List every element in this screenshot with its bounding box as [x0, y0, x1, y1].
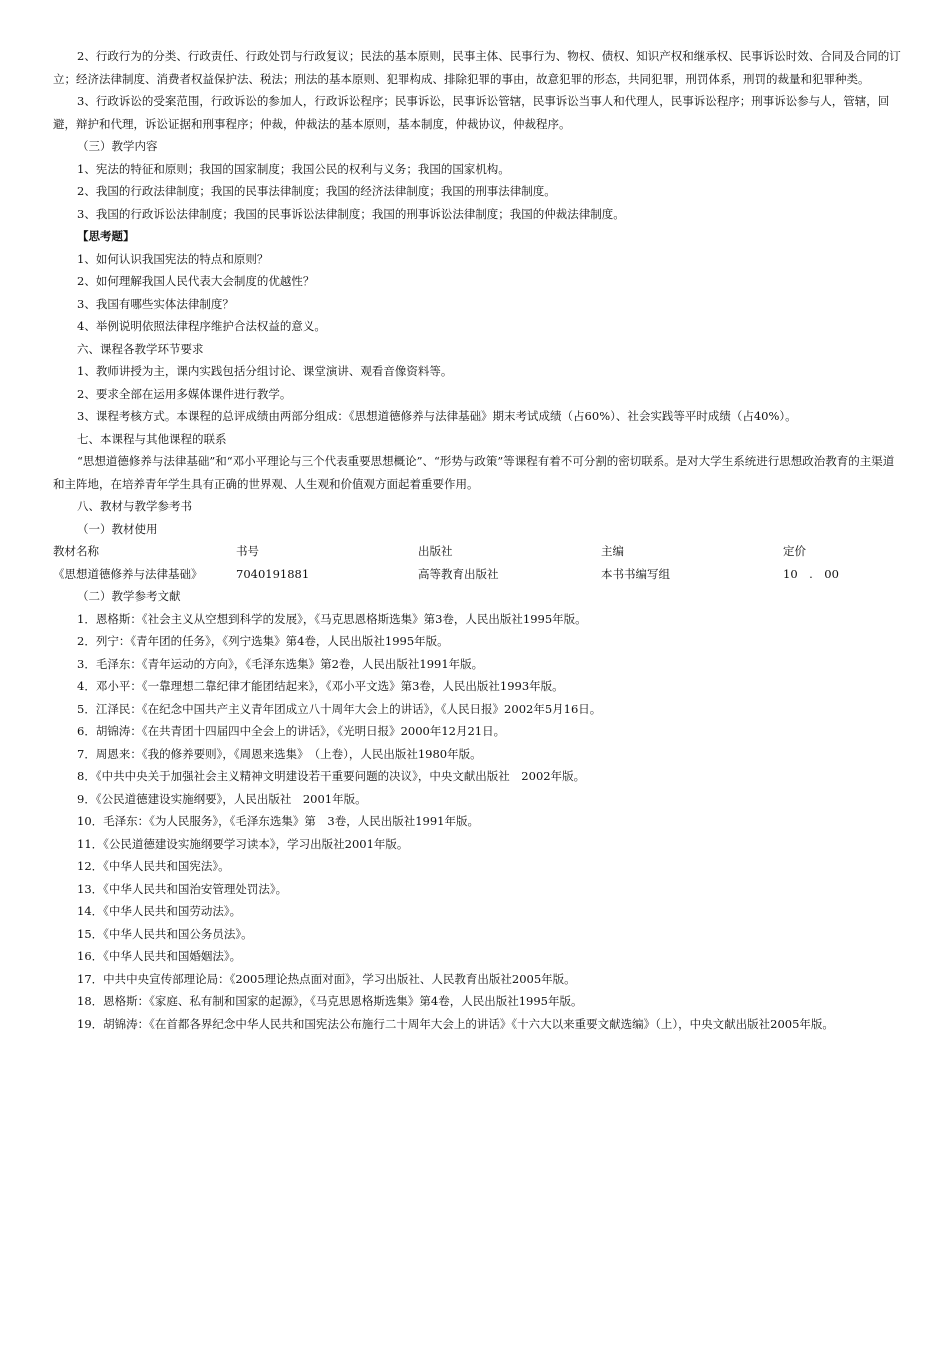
section6-item: 2、要求全部在运用多媒体课件进行教学。 — [77, 386, 292, 401]
table-header-cell: 主编 — [601, 544, 624, 558]
reference-item: 14．《中华人民共和国劳动法》。 — [77, 904, 242, 918]
reference-item: 2．列宁：《青年团的任务》，《列宁选集》第4卷，人民出版社1995年版。 — [77, 634, 449, 648]
reference-item: 8．《中共中央关于加强社会主义精神文明建设若干重要问题的决议》，中央文献出版社 2002年版。 — [77, 769, 586, 783]
section8-heading: 八、教材与教学参考书 — [77, 499, 192, 513]
section7-text: “思想道德修养与法律基础”和“邓小平理论与三个代表重要思想概论”、“形势与政策”等课程有着不可分割的密切联系。是对大学生系统进行思想政治教育的主渠道和主阵地，在培养青年学生具有正确的世界观、人生观和价值观方面起着重要作用。 — [53, 454, 895, 491]
reference-item: 18．恩格斯：《家庭、私有制和国家的起源》，《马克思恩格斯选集》第4卷，人民出版社1995年版。 — [77, 994, 583, 1008]
reference-item: 10．毛泽东：《为人民服务》，《毛泽东选集》第 3卷，人民出版社1991年版。 — [77, 814, 479, 828]
reference-item: 9．《公民道德建设实施纲要》，人民出版社 2001年版。 — [77, 791, 367, 806]
teaching-content-item: 2、我国的行政法律制度；我国的民事法律制度；我国的经济法律制度；我国的刑事法律制度。 — [77, 184, 556, 198]
table-header-cell: 定价 — [783, 544, 806, 558]
reference-item: 5．江泽民：《在纪念中国共产主义青年团成立八十周年大会上的讲话》，《人民日报》2002年5月16日。 — [77, 701, 602, 716]
reference-item: 11．《公民道德建设实施纲要学习读本》，学习出版社2001年版。 — [77, 836, 409, 851]
teaching-content-heading: （三）教学内容 — [77, 139, 158, 153]
document-body — [53, 45, 903, 1035]
table-cell: 高等教育出版社 — [418, 566, 499, 581]
table-cell: 10 . 00 — [783, 566, 839, 581]
section6-item: 3、课程考核方式。本课程的总评成绩由两部分组成：《思想道德修养与法律基础》期末考试成绩（占60%）、社会实践等平时成绩（占40%）。 — [77, 409, 797, 423]
references-heading: （二）教学参考文献 — [77, 589, 181, 603]
reference-item: 19．胡锦涛：《在首都各界纪念中华人民共和国宪法公布施行二十周年大会上的讲话》《十六大以来重要文献选编》（上），中央文献出版社2005年版。 — [77, 1016, 834, 1031]
table-cell: 7040191881 — [236, 566, 310, 581]
table-header-cell: 书号 — [236, 544, 259, 558]
table-header-cell: 教材名称 — [53, 544, 99, 558]
table-cell: 《思想道德修养与法律基础》 — [53, 566, 203, 581]
questions-heading: 【思考题】 — [77, 229, 135, 243]
reference-item: 1．恩格斯：《社会主义从空想到科学的发展》，《马克思恩格斯选集》第3卷，人民出版社1995年版。 — [77, 611, 587, 626]
textbook-table-header — [53, 540, 903, 563]
question-item: 2、如何理解我国人民代表大会制度的优越性？ — [77, 274, 315, 288]
goal-item-2: 2、行政行为的分类、行政责任、行政处罚与行政复议；民法的基本原则，民事主体、民事行为、物权、债权、知识产权和继承权、民事诉讼时效、合同及合同的订立；经济法律制度、消费者权益保护法、税法；刑法的基本原则、犯罪构成、排除犯罪的事由，故意犯罪的形态，共同犯罪，刑罚体系，刑罚的裁量和犯罪种类。 — [53, 49, 901, 86]
reference-item: 7．周恩来：《我的修养要则》，《周恩来选集》 （上卷），人民出版社1980年版。 — [77, 746, 482, 761]
reference-item: 4．邓小平：《一靠理想二靠纪律才能团结起来》，《邓小平文选》第3卷，人民出版社1993年版。 — [77, 679, 564, 693]
teaching-content-item: 1、宪法的特征和原则；我国的国家制度；我国公民的权利与义务；我国的国家机构。 — [77, 161, 510, 176]
section7-heading: 七、本课程与其他课程的联系 — [77, 431, 227, 446]
table-header-cell: 出版社 — [418, 544, 453, 558]
section6-item: 1、教师讲授为主，课内实践包括分组讨论、课堂演讲、观看音像资料等。 — [77, 364, 453, 378]
reference-item: 17．中共中央宣传部理论局：《2005理论热点面对面》，学习出版社、人民教育出版社2005年版。 — [77, 971, 576, 986]
question-item: 1、如何认识我国宪法的特点和原则？ — [77, 251, 269, 266]
reference-item: 3．毛泽东：《青年运动的方向》，《毛泽东选集》第2卷，人民出版社1991年版。 — [77, 656, 484, 671]
goal-item-3: 3、行政诉讼的受案范围，行政诉讼的参加人，行政诉讼程序；民事诉讼，民事诉讼管辖，民事诉讼当事人和代理人，民事诉讼程序；刑事诉讼参与人，管辖，回避，辩护和代理，诉讼证据和刑事程序；仲裁，仲裁法的基本原则，基本制度，仲裁协议，仲裁程序。 — [53, 94, 890, 131]
question-item: 3、我国有哪些实体法律制度？ — [77, 296, 234, 311]
section6-heading: 六、课程各教学环节要求 — [77, 341, 204, 356]
reference-item: 13．《中华人民共和国治安管理处罚法》。 — [77, 881, 288, 896]
textbook-table-row — [53, 563, 903, 586]
reference-item: 15．《中华人民共和国公务员法》。 — [77, 926, 253, 941]
question-item: 4、举例说明依照法律程序维护合法权益的意义。 — [77, 319, 326, 333]
reference-item: 6．胡锦涛：《在共青团十四届四中全会上的讲话》，《光明日报》2000年12月21日。 — [77, 724, 506, 738]
textbook-heading: （一）教材使用 — [77, 521, 158, 536]
reference-item: 16．《中华人民共和国婚姻法》。 — [77, 949, 242, 963]
table-cell: 本书书编写组 — [601, 566, 670, 581]
teaching-content-item: 3、我国的行政诉讼法律制度；我国的民事诉讼法律制度；我国的刑事诉讼法律制度；我国的仲裁法律制度。 — [77, 206, 625, 221]
reference-item: 12．《中华人民共和国宪法》。 — [77, 859, 230, 873]
